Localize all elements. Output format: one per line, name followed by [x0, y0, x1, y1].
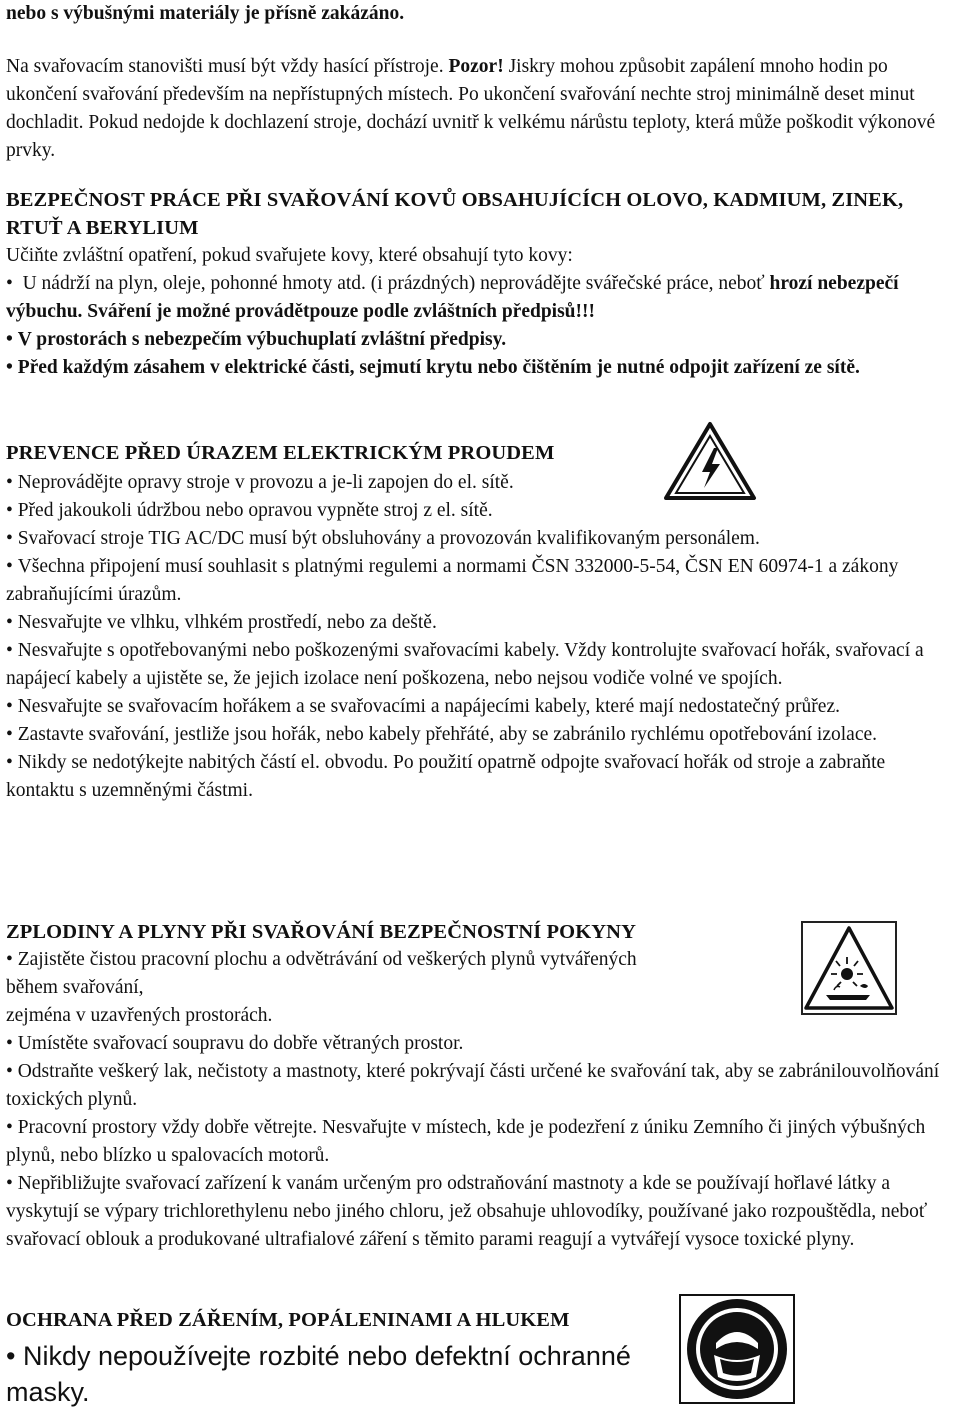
metals-bullet-3: • Před každým zásahem v elektrické části, sejmutí krytu nebo čištěním je nutné odpojit zařízení ze sítě.	[6, 354, 956, 382]
gas-list-item: • Umístěte svařovací soupravu do dobře větraných prostor.	[6, 1030, 956, 1058]
gas-list-item: • Nepřibližujte svařovací zařízení k vanám určeným pro odstraňování mastnoty a kde se používají hořlavé látky a vyskytují se výpary trichlorethylenu nebo jiného chloru, jež obsahuje uhlovodíky, používané jako rozpouštědla, neboť svařovací oblouk a produkované ultrafialové záření s těmito parami reagují a vytvářejí vysoce toxické plyny.	[6, 1170, 956, 1254]
electric-heading: PREVENCE PŘED ÚRAZEM ELEKTRICKÝM PROUDEM	[6, 442, 555, 464]
metals-bullet-1-bold: hrozí nebezpečí výbuchu. Sváření je možné provádětpouze podle zvláštních předpisů!!!	[6, 273, 899, 322]
radiation-section	[6, 1306, 676, 1410]
metals-heading: BEZPEČNOST PRÁCE PŘI SVAŘOVÁNÍ KOVŮ OBSAHUJÍCÍCH OLOVO, KADMIUM, ZINEK, RTUŤ A BERYLIUM	[6, 189, 904, 239]
gas-bullet-1-line-1: • Zajistěte čistou pracovní plochu a odvětrávání od veškerých plynů vytvářených	[6, 946, 786, 974]
electric-list	[6, 469, 956, 805]
metals-section	[6, 186, 956, 382]
radiation-heading: OCHRANA PŘED ZÁŘENÍM, POPÁLENINAMI A HLUKEM	[6, 1309, 570, 1331]
radiation-bullet-1	[6, 1338, 676, 1410]
gas-bullet-1-line-3: zejména v uzavřených prostorách.	[6, 1005, 273, 1026]
radiation-bullet-mark: •	[6, 1341, 23, 1371]
gas-list-item: • Odstraňte veškerý lak, nečistoty a mastnoty, které pokrývají části určené ke svařování tak, aby se zabránilouvolňování toxických plynů.	[6, 1058, 956, 1114]
metals-bullet-1-normal: U nádrží na plyn, oleje, pohonné hmoty atd. (i prázdných) neprovádějte svářečské práce, neboť	[22, 273, 765, 294]
gas-heading: ZPLODINY A PLYNY PŘI SVAŘOVÁNÍ BEZPEČNOSTNÍ POKYNY	[6, 921, 636, 943]
electric-section	[6, 437, 956, 805]
pozor-label: Pozor!	[448, 56, 504, 77]
gas-list-item: • Pracovní prostory vždy dobře větrejte. Nesvařujte v místech, kde je podezření z úniku Zemního či jiných výbušných plynů, nebo blízko u spalovacích motorů.	[6, 1114, 956, 1170]
electric-list-item: • Nesvařujte ve vlhku, vlhkém prostředí, nebo za deště.	[6, 609, 956, 637]
electric-list-item: • Zastavte svařování, jestliže jsou hořák, nebo kabely přehřáté, aby se zabránilo rychlému opotřebování izolace.	[6, 721, 956, 749]
gas-list	[6, 1030, 956, 1254]
electric-list-item: • Neprovádějte opravy stroje v provozu a je-li zapojen do el. sítě.	[6, 469, 956, 497]
face-shield-mandatory-icon	[678, 1293, 796, 1405]
electric-list-item: • Všechna připojení musí souhlasit s platnými regulemi a normami ČSN 332000-5-54, ČSN EN 60974-1 a zákony zabraňujícími úrazům.	[6, 553, 956, 609]
top-line: nebo s výbušnými materiály je přísně zakázáno.	[6, 3, 405, 24]
top-continuation	[6, 0, 956, 28]
fire-safety-paragraph	[6, 53, 956, 165]
fire-text-2: Jiskry mohou způsobit zapálení mnoho hodin po ukončení svařování především na nepřístupných místech. Po ukončení svařování nechte stroj minimálně deset minut dochladit. Pokud nedojde k dochlazení stroje, dochází uvnitř k velkému nárůstu teploty, která může poškodit výkonové prvky.	[6, 56, 936, 161]
metals-bullet-2: • V prostorách s nebezpečím výbuchuplatí zvláštní předpisy.	[6, 326, 956, 354]
electric-shock-warning-icon	[662, 420, 758, 502]
fire-text	[6, 53, 956, 165]
fire-text-1: Na svařovacím stanovišti musí být vždy hasící přístroje.	[6, 56, 444, 77]
electric-list-item: • Před jakoukoli údržbou nebo opravou vypněte stroj z el. sítě.	[6, 497, 956, 525]
electric-list-item: • Nesvařujte se svařovacím hořákem a se svařovacími a napájecími kabely, které mají nedostatečný průřez.	[6, 693, 956, 721]
toxic-fumes-warning-icon	[800, 920, 898, 1016]
metals-intro: Učiňte zvláštní opatření, pokud svařujete kovy, které obsahují tyto kovy:	[6, 245, 573, 266]
electric-list-item: • Nesvařujte s opotřebovanými nebo poškozenými svařovacími kabely. Vždy kontrolujte svařovací hořák, svařovací a napájecí kabely a ujistěte se, že jejich izolace není poškozena, nebo nejsou vodiče volné ve spojích.	[6, 637, 956, 693]
electric-list-item: • Svařovací stroje TIG AC/DC musí být obsluhovány a provozován kvalifikovaným personálem.	[6, 525, 956, 553]
radiation-bullet-1-text: Nikdy nepoužívejte rozbité nebo defektní ochranné masky.	[6, 1341, 631, 1407]
gas-bullet-1-line-2: během svařování,	[6, 977, 144, 998]
electric-list-item: • Nikdy se nedotýkejte nabitých částí el. obvodu. Po použití opatrně odpojte svařovací hořák od stroje a zabraňte kontaktu s uzemněnými částmi.	[6, 749, 956, 805]
metals-bullet-1	[6, 270, 956, 326]
